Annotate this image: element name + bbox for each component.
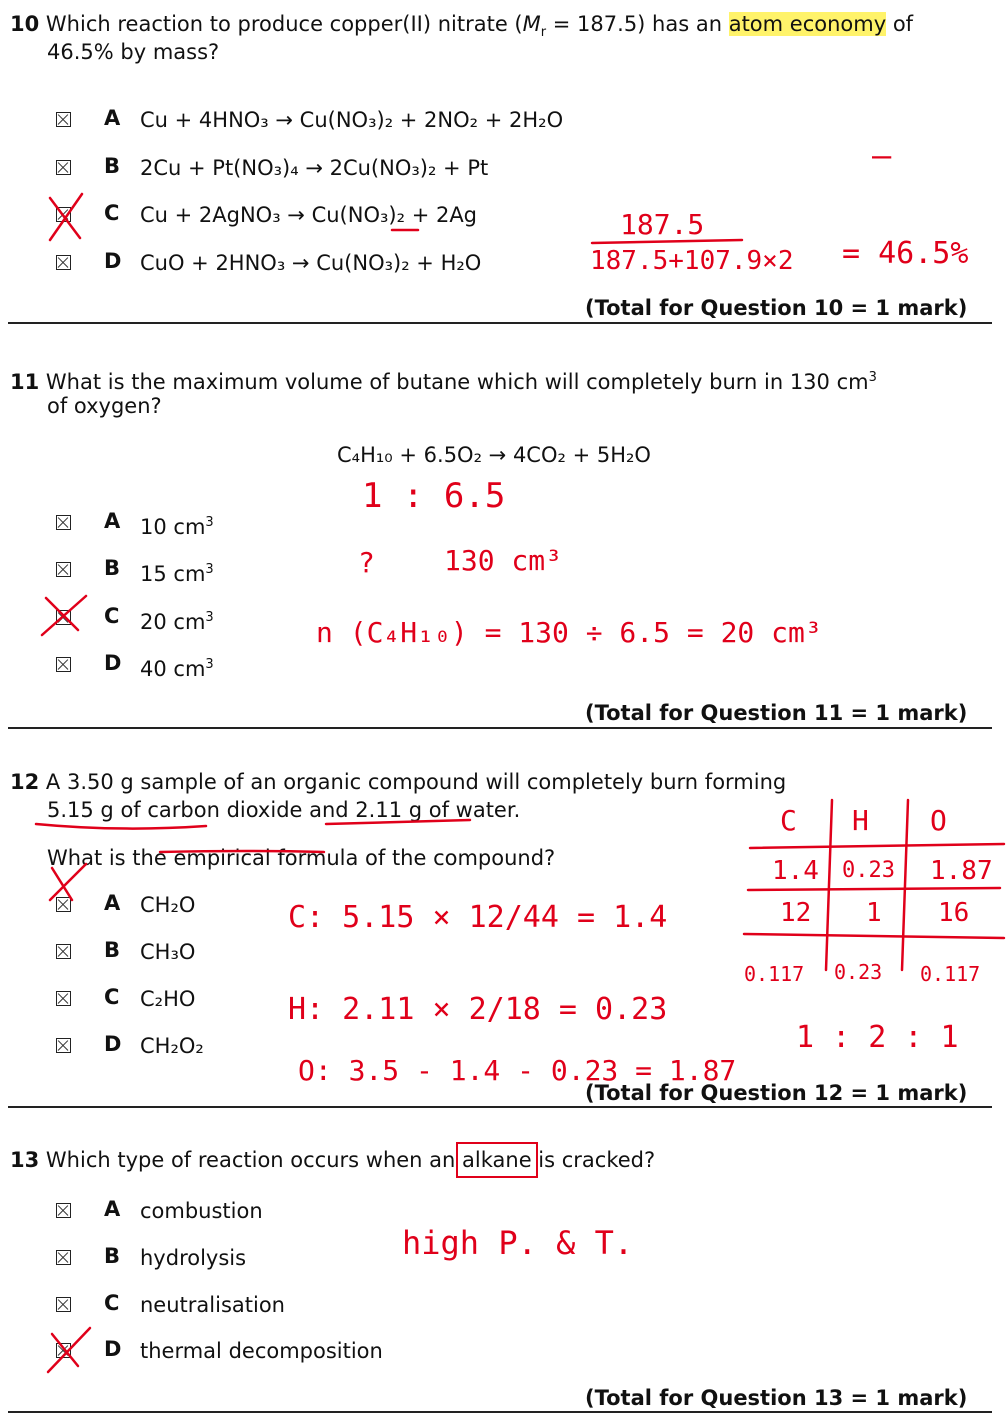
q12-hw-c-calc: C: 5.15 × 12/44 = 1.4 — [288, 900, 668, 935]
q11-hw-unknown: ? — [358, 546, 375, 579]
q11-option-a-letter: A — [104, 509, 121, 533]
q10-mr: M — [522, 12, 541, 36]
q11-stem-line2: of oxygen? — [47, 394, 162, 418]
q11-option-b-sup: 3 — [205, 562, 214, 577]
q11-option-d-letter: D — [104, 651, 122, 675]
q12-underline-co2 — [36, 824, 206, 829]
q10-highlight: atom economy — [728, 12, 887, 36]
q12-underline-water — [326, 820, 470, 824]
q12-option-b-text: CH₃O — [140, 940, 196, 964]
q12-option-b-letter: B — [104, 938, 121, 962]
q12-option-a-letter: A — [104, 891, 121, 915]
q12-divider — [8, 1106, 992, 1108]
q11-option-b-text — [140, 556, 214, 584]
q12-hw-r1-o: 1.87 — [930, 856, 993, 886]
q12-hw-th-h: H — [852, 804, 869, 837]
q12-hw-r3-o: 0.117 — [920, 962, 981, 986]
q11-number: 11 — [10, 370, 40, 394]
q12-table-hline-3 — [744, 934, 1004, 938]
q12-hw-ratio: 1 : 2 : 1 — [796, 1020, 959, 1055]
q13-option-b-letter: B — [104, 1244, 121, 1268]
q13-option-c-checkbox[interactable] — [56, 1297, 71, 1312]
q12-table-vline-1 — [826, 800, 832, 970]
q10-stem-mid: = 187.5) has an — [546, 12, 729, 36]
q11-option-c-cross — [42, 596, 86, 635]
q13-option-a-checkbox[interactable] — [56, 1203, 71, 1218]
q11-option-a-checkbox[interactable] — [56, 515, 71, 530]
q10-divider — [8, 322, 992, 324]
q10-option-c-cross — [50, 194, 82, 240]
q11-option-c-text — [140, 604, 214, 632]
q13-boxed-word: alkane — [462, 1148, 532, 1172]
q11-option-d-checkbox[interactable] — [56, 657, 71, 672]
q10-hw-result: = 46.5% — [842, 236, 969, 271]
q11-divider — [8, 727, 992, 729]
q10-hw-dash: – — [872, 136, 892, 174]
q13-stem-before: Which type of reaction occurs when an — [45, 1148, 463, 1172]
q13-hw-note: high P. & T. — [402, 1224, 634, 1262]
q12-table-hline-1 — [750, 844, 1004, 848]
q11-option-d-sup: 3 — [205, 657, 214, 672]
q10-option-c-text: Cu + 2AgNO₃ → Cu(NO₃)₂ + 2Ag — [140, 203, 478, 227]
q13-option-c-text: neutralisation — [140, 1293, 285, 1317]
q10-option-a-letter: A — [104, 106, 121, 130]
q12-option-a-text: CH₂O — [140, 893, 196, 917]
q10-option-d-text: CuO + 2HNO₃ → Cu(NO₃)₂ + H₂O — [140, 251, 482, 275]
q10-hw-numerator: 187.5 — [620, 208, 705, 241]
q13-stem — [10, 1146, 655, 1174]
q12-option-c-letter: C — [104, 985, 120, 1009]
q11-option-a-text — [140, 509, 214, 537]
q10-option-a-text: Cu + 4HNO₃ → Cu(NO₃)₂ + 2NO₂ + 2H₂O — [140, 108, 564, 132]
q12-number: 12 — [10, 770, 40, 794]
q11-option-a-value: 10 cm — [140, 515, 206, 539]
q13-handwritten-marks — [0, 1320, 120, 1380]
q12-stem-line1: A 3.50 g sample of an organic compound will completely burn forming — [45, 770, 787, 794]
q13-option-d-text: thermal decomposition — [140, 1339, 383, 1363]
q13-stem-after: is cracked? — [531, 1148, 656, 1172]
q13-number: 13 — [10, 1148, 40, 1172]
q11-option-b-value: 15 cm — [140, 562, 206, 586]
q12-hw-th-c: C — [780, 804, 797, 837]
q10-handwritten-marks — [0, 0, 1008, 330]
q11-option-c-sup: 3 — [205, 610, 214, 625]
q12-underline-formula — [160, 851, 324, 852]
q10-stem-after: of — [886, 12, 914, 36]
q12-hw-th-o: O — [930, 804, 947, 837]
q10-option-c-letter: C — [104, 201, 120, 225]
q11-stem-line1: What is the maximum volume of butane which will completely burn in 130 cm — [45, 370, 869, 394]
q12-option-d-letter: D — [104, 1032, 122, 1056]
q12-hw-r3-h: 0.23 — [834, 960, 883, 984]
q13-option-d-cross — [48, 1328, 90, 1372]
q11-option-b-checkbox[interactable] — [56, 562, 71, 577]
q10-hw-denominator: 187.5+107.9×2 — [590, 246, 794, 276]
q10-mr-sub: r — [540, 25, 547, 41]
q11-handwritten-marks — [0, 590, 120, 650]
q12-hw-r3-c: 0.117 — [744, 962, 805, 986]
q12-option-c-text: C₂HO — [140, 987, 196, 1011]
q12-hw-r1-h: 0.23 — [842, 858, 895, 883]
q11-stem-sup: 3 — [868, 370, 877, 385]
q11-option-b-letter: B — [104, 556, 121, 580]
q12-hw-r2-o: 16 — [938, 898, 970, 928]
q11-option-d-value: 40 cm — [140, 657, 206, 681]
q11-option-c-value: 20 cm — [140, 610, 206, 634]
q12-stem-line2: 5.15 g of carbon dioxide and 2.11 g of water. — [47, 798, 521, 822]
q13-option-a-letter: A — [104, 1197, 121, 1221]
q10-option-d-letter: D — [104, 249, 122, 273]
q12-table-vline-2 — [902, 800, 908, 970]
q13-total: (Total for Question 13 = 1 mark) — [585, 1386, 968, 1410]
q12-hw-o-calc: O: 3.5 - 1.4 - 0.23 = 1.87 — [298, 1054, 737, 1087]
q10-number: 10 — [10, 12, 40, 36]
q12-option-a-cross — [50, 864, 86, 900]
q13-divider — [8, 1411, 992, 1413]
q13-option-a-text: combustion — [140, 1199, 263, 1223]
q12-stem-line3: What is the empirical formula of the compound? — [47, 846, 556, 870]
q10-option-b-letter: B — [104, 154, 121, 178]
q10-total: (Total for Question 10 = 1 mark) — [585, 296, 968, 320]
q13-option-b-checkbox[interactable] — [56, 1250, 71, 1265]
q11-hw-ratio: 1 : 6.5 — [362, 476, 506, 516]
q11-option-a-sup: 3 — [205, 515, 214, 530]
q11-option-c-letter: C — [104, 604, 120, 628]
q12-table-hline-2 — [748, 888, 1000, 890]
q12-hw-r2-h: 1 — [866, 898, 882, 928]
q10-stem-before: Which reaction to produce copper(II) nitrate ( — [45, 12, 523, 36]
q11-equation: C₄H₁₀ + 6.5O₂ → 4CO₂ + 5H₂O — [337, 443, 651, 467]
q12-hw-r1-c: 1.4 — [772, 856, 819, 886]
q12-hw-h-calc: H: 2.11 × 2/18 = 0.23 — [288, 992, 668, 1027]
q12-option-d-text: CH₂O₂ — [140, 1034, 204, 1058]
q10-stem-line2: 46.5% by mass? — [47, 40, 220, 64]
q11-hw-volume: 130 cm³ — [444, 544, 563, 577]
q12-hw-r2-c: 12 — [780, 898, 812, 928]
q11-total: (Total for Question 11 = 1 mark) — [585, 701, 968, 725]
q13-option-c-letter: C — [104, 1291, 120, 1315]
q12-total: (Total for Question 12 = 1 mark) — [585, 1081, 968, 1105]
q13-option-b-text: hydrolysis — [140, 1246, 247, 1270]
q13-option-d-letter: D — [104, 1337, 122, 1361]
q10-option-b-text: 2Cu + Pt(NO₃)₄ → 2Cu(NO₃)₂ + Pt — [140, 156, 489, 180]
q11-hw-calc: n (C₄H₁₀) = 130 ÷ 6.5 = 20 cm³ — [316, 616, 822, 649]
q11-option-d-text — [140, 651, 214, 679]
